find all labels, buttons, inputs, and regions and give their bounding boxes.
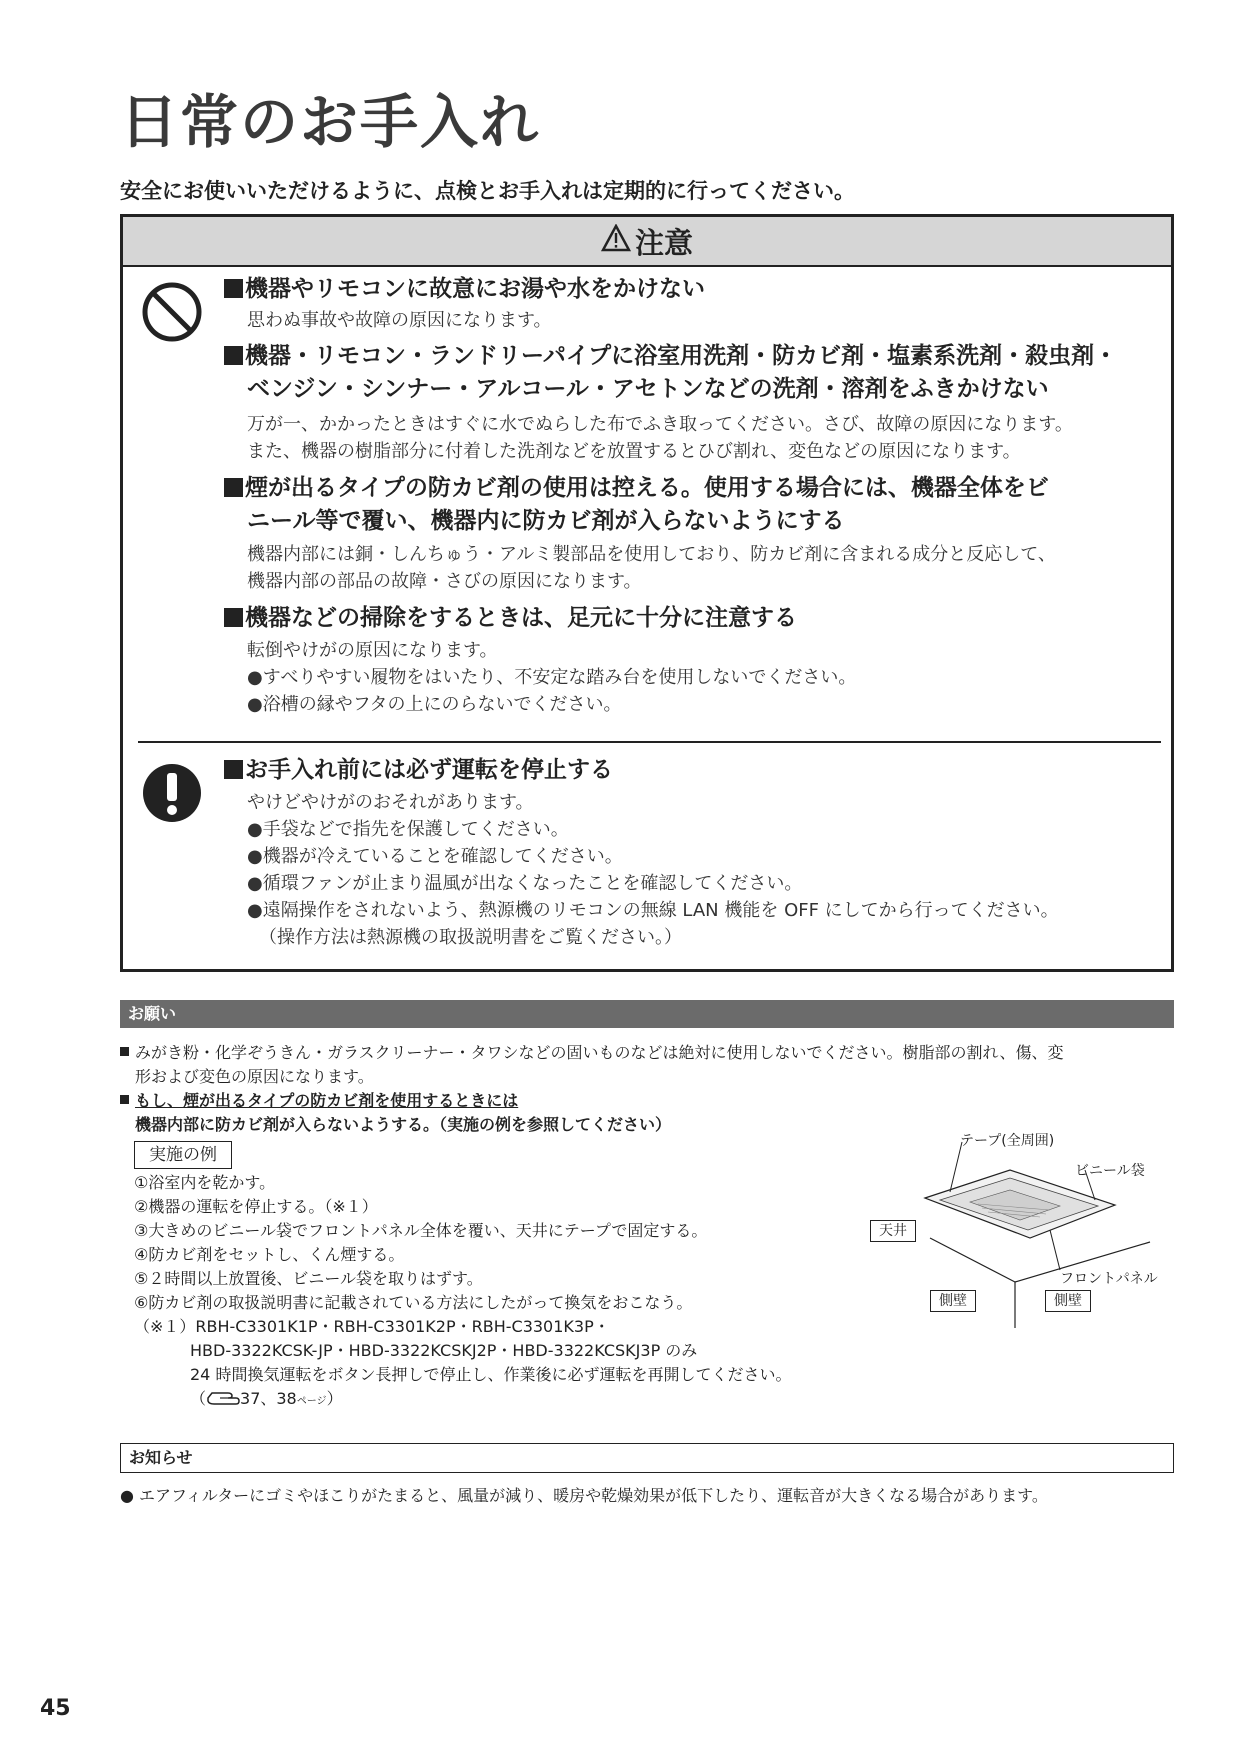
caution-item-text: （操作方法は熱源機の取扱説明書をご覧ください。） (259, 927, 682, 948)
caution-item-title: 機器やリモコンに故意にお湯や水をかけない (224, 273, 705, 306)
onegai-bullet-sub: 機器内部に防カビ剤が入らないようする。（実施の例を参照してください） (135, 1115, 672, 1134)
caution-item-text: また、機器の樹脂部分に付着した洗剤などを放置するとひび割れ、変色などの原因になります。 (247, 441, 1021, 462)
page-title: 日常のお手入れ (120, 88, 541, 156)
square-bullet-icon (224, 279, 243, 298)
warning-triangle-icon (601, 224, 631, 259)
diagram-label-tape: テープ(全周囲) (960, 1133, 1055, 1149)
caution-box (120, 214, 1174, 972)
example-step: ⑥防カビ剤の取扱説明書に記載されている方法にしたがって換気をおこなう。 (134, 1293, 693, 1312)
prohibition-icon (141, 281, 203, 347)
example-label: 実施の例 (134, 1141, 232, 1169)
caution-item-text: 機器内部の部品の故障・さびの原因になります。 (247, 571, 642, 592)
square-bullet-icon (224, 346, 243, 365)
caution-divider (138, 741, 1161, 743)
example-step: ③大きめのビニール袋でフロントパネル全体を覆い、天井にテープで固定する。 (134, 1221, 708, 1240)
note-line: HBD-3322KCSK-JP・HBD-3322KCSKJ2P・HBD-3322KCSKJ3P のみ (190, 1341, 698, 1360)
diagram-label-wall-left: 側壁 (930, 1290, 976, 1312)
page-number: 45 (40, 1696, 71, 1721)
caution-item-text: 思わぬ事故や故障の原因になります。 (247, 310, 552, 331)
caution-item-text: 機器内部には銅・しんちゅう・アルミ製部品を使用しており、防カビ剤に含まれる成分と反応して、 (247, 544, 1056, 565)
onegai-header: お願い (120, 1000, 1174, 1028)
caution-item-text: ●機器が冷えていることを確認してください。 (247, 846, 623, 867)
example-step: ⑤２時間以上放置後、ビニール袋を取りはずす。 (134, 1269, 483, 1288)
note-line: （※１）RBH-C3301K1P・RBH-C3301K2P・RBH-C3301K3P・ (134, 1317, 610, 1336)
caution-item-text: 転倒やけがの原因になります。 (247, 640, 498, 661)
note-line: 24 時間換気運転をボタン長押しで停止し、作業後に必ず運転を再開してください。 (190, 1365, 792, 1384)
caution-header-label: 注意 (634, 225, 693, 260)
example-step: ④防カビ剤をセットし、くん煙する。 (134, 1245, 405, 1264)
square-bullet-icon (120, 1047, 129, 1056)
pointing-hand-icon (206, 1389, 240, 1414)
diagram-label-front-panel: フロントパネル (1060, 1271, 1158, 1287)
caution-item-title: 煙が出るタイプの防カビ剤の使用は控える。使用する場合には、機器全体をビ (224, 472, 1049, 505)
caution-item-title: お手入れ前には必ず運転を停止する (224, 754, 613, 787)
diagram-label-ceiling: 天井 (870, 1220, 916, 1242)
square-bullet-icon (224, 478, 243, 497)
caution-item-text: ●すべりやすい履物をはいたり、不安定な踏み台を使用しないでください。 (247, 667, 857, 688)
diagram-label-wall-right: 側壁 (1045, 1290, 1091, 1312)
caution-item-title: 機器・リモコン・ランドリーパイプに浴室用洗剤・防カビ剤・塩素系洗剤・殺虫剤・ (224, 340, 1117, 373)
caution-item-text: 万が一、かかったときはすぐに水でぬらした布でふき取ってください。さび、故障の原因になります。 (247, 414, 1073, 435)
square-bullet-icon (224, 608, 243, 627)
caution-item-text: ●浴槽の縁やフタの上にのらないでください。 (247, 694, 622, 715)
diagram-label-bag: ビニール袋 (1075, 1163, 1145, 1179)
oshirase-text: ● エアフィルターにゴミやほこりがたまると、風量が減り、暖房や乾燥効果が低下したり、運転音が大きくなる場合があります。 (120, 1486, 1048, 1505)
square-bullet-icon (224, 760, 243, 779)
onegai-bullet: もし、煙が出るタイプの防カビ剤を使用するときには (120, 1089, 518, 1113)
example-step: ①浴室内を乾かす。 (134, 1173, 276, 1192)
caution-item-text: ●循環ファンが止まり温風が出なくなったことを確認してください。 (247, 873, 803, 894)
example-step: ②機器の運転を停止する。（※１） (134, 1197, 378, 1216)
onegai-bullet-cont: 形および変色の原因になります。 (135, 1067, 374, 1086)
caution-item-text: ●遠隔操作をされないよう、熱源機のリモコンの無線 LAN 機能を OFF にしてから行ってください。 (247, 900, 1059, 921)
caution-item-text: やけどやけがのおそれがあります。 (247, 792, 534, 813)
mandatory-exclamation-icon (141, 762, 203, 828)
ceiling-panel-diagram (870, 1130, 1170, 1330)
caution-item-title-cont: ベンジン・シンナー・アルコール・アセトンなどの洗剤・溶剤をふきかけない (247, 376, 1049, 402)
caution-item-text: ●手袋などで指先を保護してください。 (247, 819, 569, 840)
onegai-bullet: みがき粉・化学ぞうきん・ガラスクリーナー・タワシなどの固いものなどは絶対に使用しないでください。樹脂部の割れ、傷、変 (120, 1041, 1063, 1065)
caution-header (123, 217, 1171, 267)
page-subtitle: 安全にお使いいただけるように、点検とお手入れは定期的に行ってください。 (120, 179, 855, 203)
caution-item-title-cont: ニール等で覆い、機器内に防カビ剤が入らないようにする (247, 508, 845, 534)
caution-item-title: 機器などの掃除をするときは、足元に十分に注意する (224, 602, 797, 635)
square-bullet-icon (120, 1095, 129, 1104)
note-reference: （ 37、38ページ） (190, 1387, 343, 1414)
oshirase-header: お知らせ (120, 1443, 1174, 1473)
